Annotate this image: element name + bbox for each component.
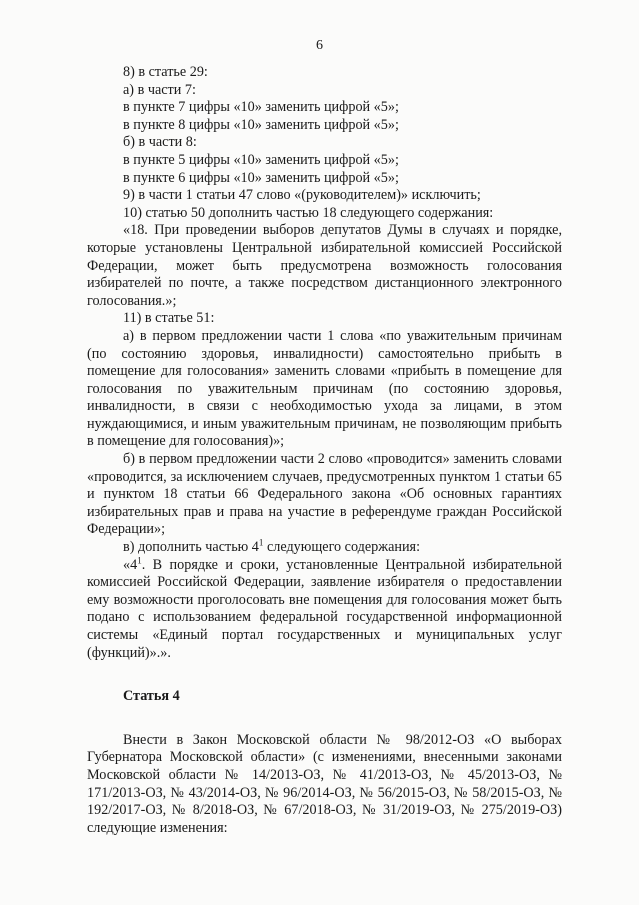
page-number: 6 [316, 38, 323, 53]
line-point-6: в пункте 6 цифры «10» заменить цифрой «5»; [123, 169, 399, 186]
line-point-5: в пункте 5 цифры «10» заменить цифрой «5»; [123, 151, 399, 168]
spacer [87, 662, 562, 688]
superscript-1: 1 [258, 537, 264, 548]
line-part-7: а) в части 7: [123, 81, 196, 98]
spacer-2 [87, 706, 562, 732]
part-4-1-label: «4 [123, 556, 138, 573]
line-article-29: 8) в статье 29: [123, 64, 208, 80]
paragraph-v-rest: следующего содержания: [263, 539, 421, 556]
document-body [87, 64, 562, 837]
part-4-1-text: . В порядке и сроки, установленные Центральной избирательной комиссией Российской Федерации, заявление избирателя о предоставлении ему возможности проголосовать вне помещения для голосования может быть подано с использованием федеральной государственной информационной системы «Единый портал государственных и муниципальных услуг (функций)».». [87, 556, 562, 661]
superscript-1b: 1 [137, 554, 142, 565]
line-article-51: 11) в статье 51: [123, 310, 215, 327]
line-point-7: в пункте 7 цифры «10» заменить цифрой «5»; [123, 99, 399, 116]
paragraph-v [87, 539, 562, 557]
paragraph-part-18: «18. При проведении выборов депутатов Думы в случаях и порядке, которые установлены Центральной избирательной комиссией Российской Федерации, может быть предусмотрена возможность голосования избирателей по почте, а также посредством дистанционного электронного голосования.»; [87, 222, 562, 309]
paragraph-b: б) в первом предложении части 2 слово «проводится» заменить словами «проводится, за исключением случаев, предусмотренных пунктом 1 статьи 65 и пунктом 18 статьи 66 Федерального закона «Об основных гарантиях избирательных прав и права на участие в референдуме граждан Российской Федерации»; [87, 451, 562, 538]
paragraph-part-4-1 [87, 554, 562, 663]
paragraph-v-text: в) дополнить частью 4 [123, 539, 259, 556]
article-4-heading: Статья 4 [123, 688, 180, 705]
paragraph-a: а) в первом предложении части 1 слова «по уважительным причинам (по состоянию здоровья, инвалидности) самостоятельно прибыть в помещение для голосования» заменить словами «прибыть в помещение для голосования по уважительным причинам (по состоянию здоровья, инвалидности, в связи с необходимостью ухода за лицами, в этом нуждающимися, и иным уважительным причинам, не позволяющим прибыть в помещение для голосования)»; [87, 327, 562, 450]
line-part-8: б) в части 8: [123, 134, 197, 151]
paragraph-article-4: Внести в Закон Московской области № 98/2012-ОЗ «О выборах Губернатора Московской области» (с изменениями, внесенными законами Московской области № 14/2013-ОЗ, № 41/2013-ОЗ, № 45/2013-ОЗ, № 171/2013-ОЗ, № 43/2014-ОЗ, № 96/2014-ОЗ, № 56/2015-ОЗ, № 58/2015-ОЗ, № 192/2017-ОЗ, № 8/2018-ОЗ, № 67/2018-ОЗ, № 31/2019-ОЗ, № 275/2019-ОЗ) следующие изменения: [87, 731, 562, 836]
line-article-50: 10) статью 50 дополнить частью 18 следующего содержания: [123, 204, 494, 221]
line-article-47: 9) в части 1 статьи 47 слово «(руководителем)» исключить; [123, 187, 481, 204]
line-point-8: в пункте 8 цифры «10» заменить цифрой «5»; [123, 116, 399, 133]
